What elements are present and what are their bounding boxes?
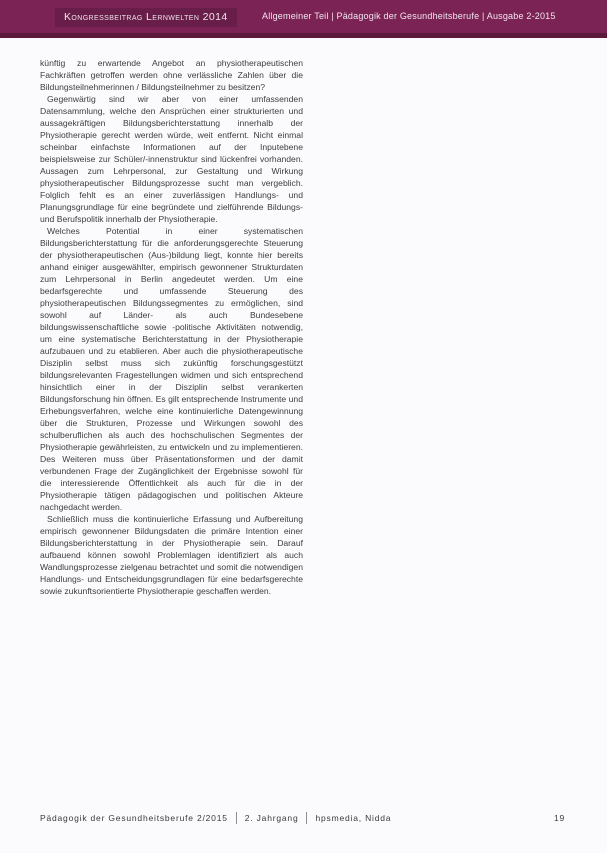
- article-paragraph: Schließlich muss die kontinuierliche Erfassung und Aufbereitung empirisch gewonnener Bildungsdaten die primäre Intention einer Bildungsberichterstattung in der Physiotherapie sein. Darauf aufbauend können sowohl Problemlagen identifiziert als auch Wandlungsprozesse zielgenau betrachtet und somit die notwendigen Handlungs- und Entscheidungsgrundlagen für eine bedarfsgerechte sowie zukunftsorientierte Physiotherapie geschaffen werden.: [40, 514, 303, 596]
- header-journal-info: Allgemeiner Teil | Pädagogik der Gesundheitsberufe | Ausgabe 2-2015: [262, 11, 556, 21]
- footer-publisher: hpsmedia, Nidda: [315, 813, 392, 823]
- footer-journal-line: [40, 812, 391, 824]
- page-header: [0, 0, 607, 38]
- footer-journal-title: Pädagogik der Gesundheitsberufe 2/2015: [40, 813, 228, 823]
- footer-separator-bar: [236, 812, 237, 824]
- footer-volume: 2. Jahrgang: [244, 813, 299, 823]
- footer-separator-bar: [306, 812, 307, 824]
- header-section-label: Kongressbeitrag Lernwelten 2014: [55, 8, 237, 27]
- page-number: 19: [553, 813, 565, 823]
- article-paragraph: Welches Potential in einer systematischen Bildungsberichterstattung für die anforderungsgerechte Steuerung der physiotherapeutischen (Aus-)bildung liegt, konnte hier bereits anhand einiger ausgewählter, empirisch gewonnener Strukturdaten zum Lehrpersonal in Berlin angedeutet werden. Um eine bedarfsgerechte und umfassende Steuerung des physiotherapeutischen Bildungssegmentes zu ermöglichen, sind sowohl auf Länder- als auch Bundesebene bildungswissenschaftliche sowie -politische Aktivitäten notwendig, um eine systematische Berichterstattung in der Physiotherapie aufzubauen und zu etablieren. Aber auch die physiotherapeutische Disziplin selbst muss sich zukünftig forschungsgestützt bildungsrelevanten Fragestellungen widmen und sich entsprechend hinsichtlich einer in der Disziplin selbst verankerten Bildungsforschung hin öffnen. Es gilt entsprechende Instrumente und Erhebungsverfahren, welche eine kontinuierliche Datengewinnung über die Strukturen, Prozesse und Wirkungen sowohl des schulberuflichen als auch des hochschulischen Segmentes der Physiotherapie gewährleisten, zu entwickeln und zu implementieren. Des Weiteren muss über Präsentationsformen und der damit verbundenen Frage der Zugänglichkeit der Ergebnisse sowohl für die interessierende Öffentlichkeit als auch für die in der Physiotherapie tätigen pädagogischen und politischen Akteure nachgedacht werden.: [40, 226, 303, 512]
- article-text-column: [40, 57, 303, 597]
- article-paragraph: künftig zu erwartende Angebot an physiotherapeutischen Fachkräften getroffen werden ohne verlässliche Zahlen über die Bildungsteilnehmerinnen / Bildungsteilnehmer zu besitzen?: [40, 58, 303, 92]
- page-footer: [40, 812, 565, 824]
- article-paragraph: Gegenwärtig sind wir aber von einer umfassenden Datensammlung, welche den Ansprüchen einer strukturierten und aussagekräftigen Bildungsberichterstattung innerhalb der Physiotherapie gerecht werden würde, weit entfernt. Nicht einmal scheinbar einfachste Informationen auf der Inputebene beispielsweise zur Schüler/-innenstruktur sind lückenfrei vorhanden. Aussagen zum Lehrpersonal, zur Gestaltung und Wirkung physiotherapeutischer Bildungsprozesse sucht man vergeblich. Folglich fehlt es an einer zuverlässigen Handlungs- und Planungsgrundlage für eine begründete und zielführende Bildungs- und Berufspolitik innerhalb der Physiotherapie.: [40, 94, 303, 224]
